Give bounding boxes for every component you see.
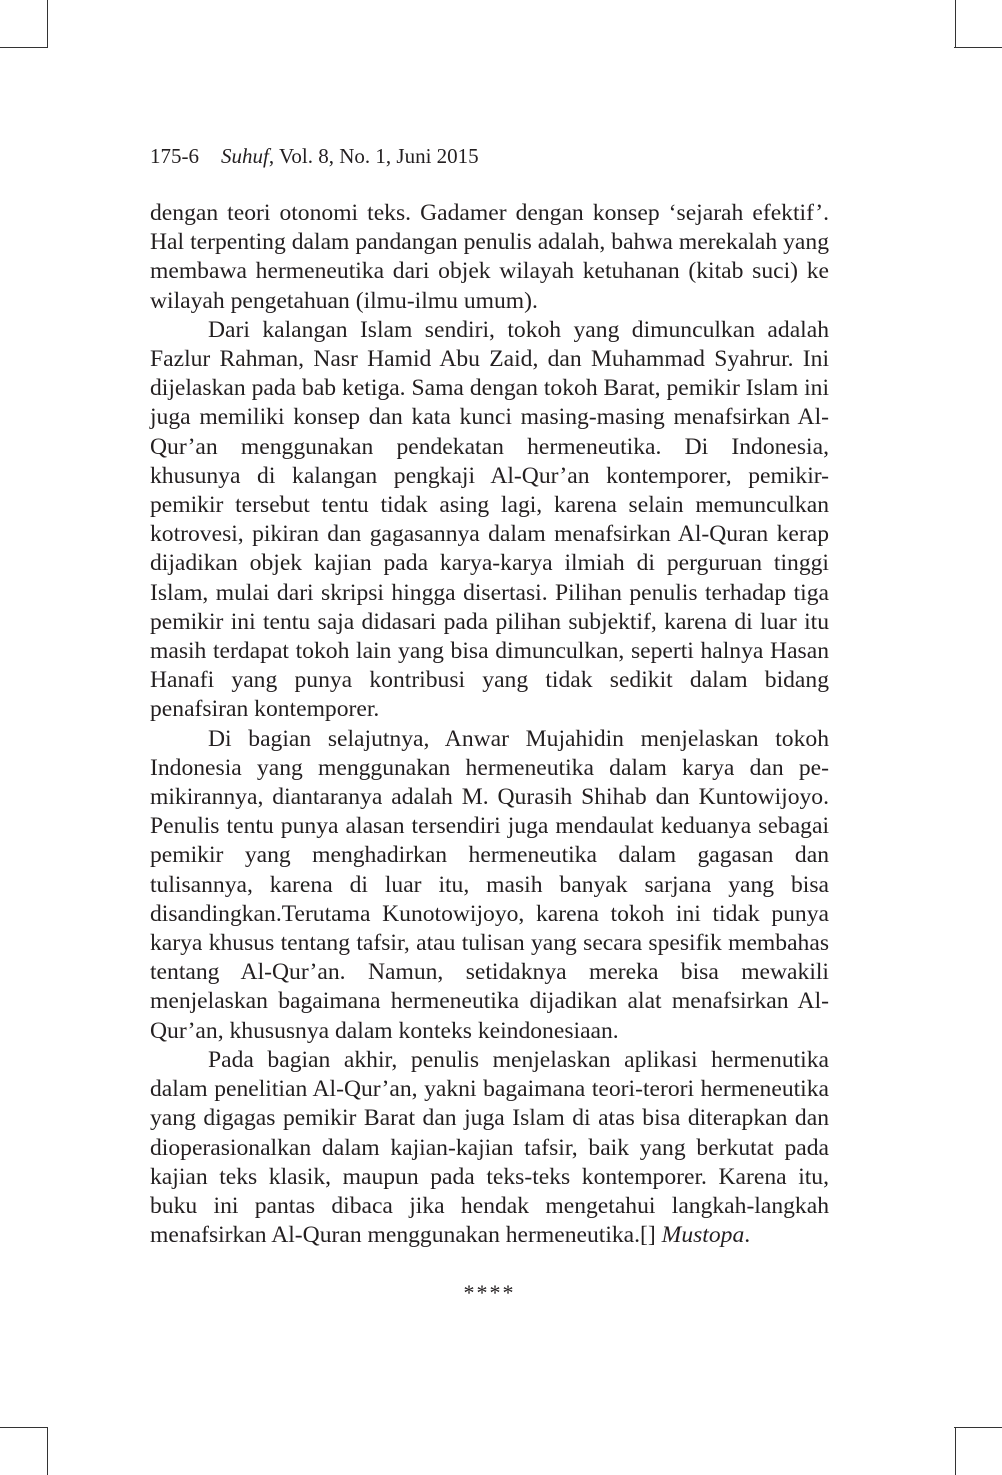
crop-mark-bottom-left-v bbox=[47, 1427, 48, 1475]
author-signature: Mustopa bbox=[661, 1222, 745, 1249]
crop-mark-top-right-v bbox=[955, 0, 956, 48]
crop-mark-top-left-v bbox=[47, 0, 48, 48]
paragraph-4-text: Pada bagian akhir, penulis menjelaskan aplikasi hermenutika dalam penelitian Al-Qur’an, yakni bagaimana teori-terori hermeneutika yang digagas pemikir Barat dan juga Islam di atas bisa diterapkan dan dioperasionalkan dalam kajian-kajian tafsir, baik yang berkutat pada kajian teks klasik, maupun pada teks-teks kontemporer. Karena itu, buku ini pantas dibaca jika hendak mengetahui langkah-langkah menafsirkan Al-Quran menggunakan hermeneutika.[] bbox=[150, 1046, 829, 1249]
crop-mark-bottom-right-v bbox=[955, 1427, 956, 1475]
signature-period: . bbox=[744, 1222, 751, 1249]
crop-mark-top-left-h bbox=[0, 47, 48, 48]
crop-mark-top-right-h bbox=[954, 47, 1002, 48]
crop-mark-bottom-left-h bbox=[0, 1427, 48, 1428]
running-head bbox=[150, 142, 479, 170]
paragraph-4 bbox=[150, 1046, 829, 1250]
article-body bbox=[150, 199, 829, 1250]
section-end-ornament: **** bbox=[463, 1280, 516, 1305]
journal-title: Suhuf bbox=[221, 144, 269, 168]
paragraph-1: dengan teori otonomi teks. Gadamer dengan konsep ‘sejarah efektif’. Hal terpenting dalam pandangan penulis adalah, bahwa merekalah yang membawa hermeneutika dari objek wilayah ketuhanan (kitab suci) ke wilayah pengetahuan (ilmu-ilmu umum). bbox=[150, 200, 829, 314]
crop-mark-bottom-right-h bbox=[954, 1427, 1002, 1428]
paragraph-3: Di bagian selajutnya, Anwar Mujahidin menjelaskan tokoh Indonesia yang menggunakan hermeneutika dalam karya dan pemikirannya, diantaranya adalah M. Qurasih Shihab dan Kuntowijoyo. Penulis tentu punya alasan tersendiri juga mendaulat keduanya sebagai pemikir yang menghadirkan hermeneutika dalam gagasan dan tulisannya, karena di luar itu, masih banyak sarjana yang bisa disandingkan.Terutama Kunotowijoyo, karena tokoh ini tidak punya karya khusus tentang tafsir, atau tulisan yang secara spesifik membahas tentang Al-Qur’an. Namun, setidaknya mereka bisa mewakili menjelaskan bagaimana hermeneutika dijadikan alat menafsirkan Al-Qur’an, khususnya dalam konteks keindonesiaan. bbox=[150, 725, 829, 1044]
page-number: 175-6 bbox=[150, 144, 199, 168]
issue-info: , Vol. 8, No. 1, Juni 2015 bbox=[268, 144, 479, 168]
paragraph-2: Dari kalangan Islam sendiri, tokoh yang dimunculkan adalah Fazlur Rahman, Nasr Hamid Abu Zaid, dan Muhammad Syahrur. Ini dijelaskan pada bab ketiga. Sama dengan tokoh Barat, pemikir Islam ini juga memiliki konsep dan kata kunci masing-masing menafsirkan Al-Qur’an menggunakan pendekatan hermeneutika. Di Indonesia, khusunya di kalangan pengkaji Al-Qur’an kontemporer, pemikir-pemikir tersebut tentu tidak asing lagi, karena selain memunculkan kotrovesi, pikiran dan gagasannya dalam menafsirkan Al-Quran kerap dijadikan objek kajian pada karya-karya ilmiah di perguruan tinggi Islam, mulai dari skripsi hingga disertasi. Pilihan penulis terhadap tiga pemikir ini tentu saja didasari pada pilihan subjektif, karena di luar itu masih terdapat tokoh lain yang bisa dimunculkan, seperti halnya Hasan Hanafi yang punya kontribusi yang tidak sedikit dalam bidang penafsiran kontemporer. bbox=[150, 316, 829, 723]
